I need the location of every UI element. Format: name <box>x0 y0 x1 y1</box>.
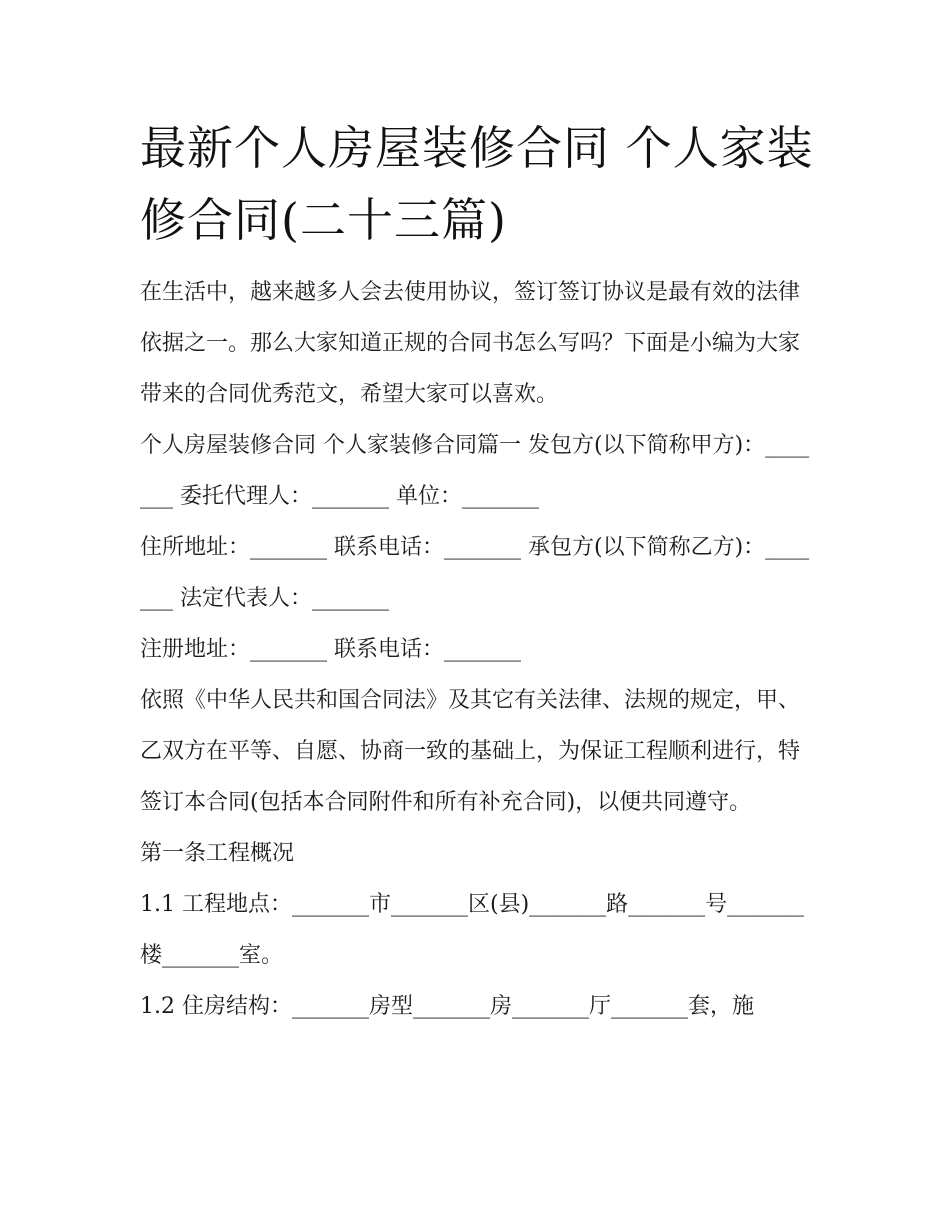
basis-paragraph: 依照《中华人民共和国合同法》及其它有关法律、法规的规定，甲、乙双方在平等、自愿、协商一致的基础上，为保证工程顺利进行，特签订本合同(包括本合同附件和所有补充合同)，以便共同遵守。 <box>140 688 801 815</box>
article-1-2-clause: 1.2 住房结构：_______房型_______房_______厅_______套，施 <box>140 994 754 1019</box>
document-body <box>140 112 815 1032</box>
party-a-line: 个人房屋装修合同 个人家装修合同篇一 发包方(以下简称甲方)：_______ 委托代理人：_______ 单位：_______ <box>140 433 810 509</box>
article-1-heading: 第一条工程概况 <box>140 841 295 866</box>
article-1-1-clause: 1.1 工程地点：_______市_______区(县)_______路_______号_______楼_______室。 <box>140 892 805 968</box>
document-title: 最新个人房屋装修合同 个人家装修合同(二十三篇) <box>140 121 814 247</box>
party-b-address-line: 注册地址：_______ 联系电话：_______ <box>140 637 521 662</box>
party-a-address-line: 住所地址：_______ 联系电话：_______ 承包方(以下简称乙方)：_______ 法定代表人：_______ <box>140 535 810 611</box>
intro-paragraph: 在生活中，越来越多人会去使用协议，签订签订协议是最有效的法律依据之一。那么大家知道正规的合同书怎么写吗？下面是小编为大家带来的合同优秀范文，希望大家可以喜欢。 <box>140 280 801 407</box>
